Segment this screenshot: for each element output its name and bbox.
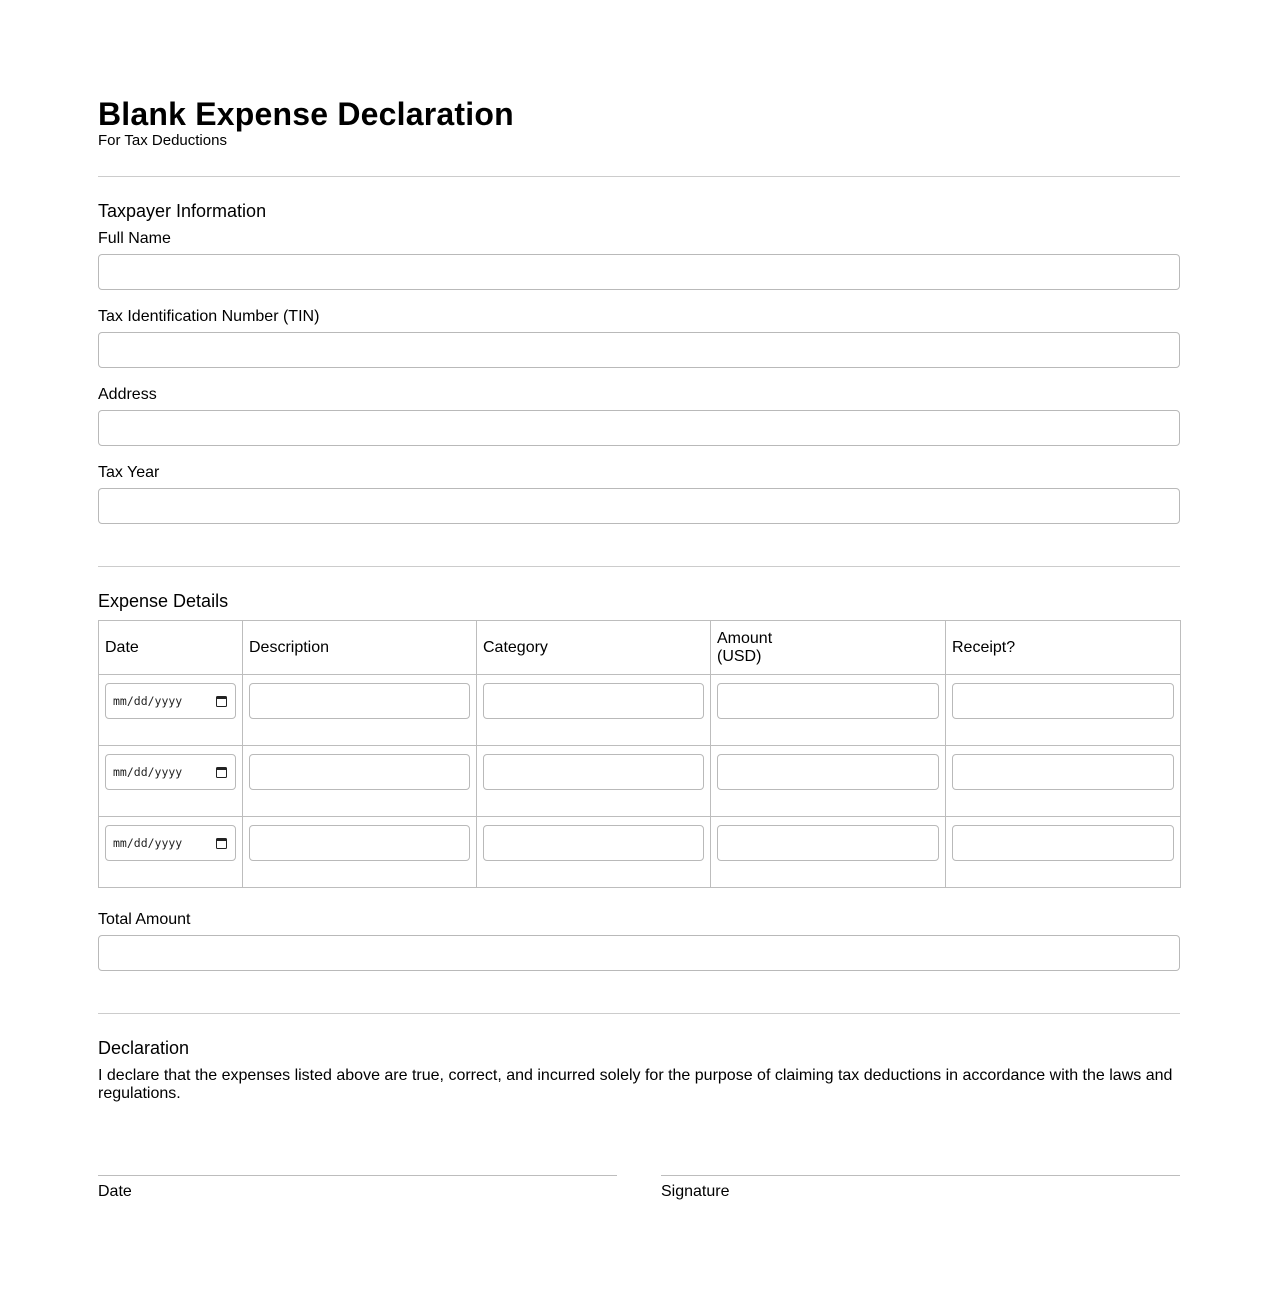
divider [98,566,1180,567]
description-cell [243,675,477,746]
table-row [99,675,1181,746]
date-placeholder: mm/dd/yyyy [113,694,183,708]
total-amount-label: Total Amount [98,911,191,928]
tax-year-label: Tax Year [98,464,160,481]
total-amount-input[interactable] [98,935,1180,971]
category-cell [477,817,711,888]
receipt-cell [946,746,1181,817]
divider [98,1013,1180,1014]
amount-cell [711,746,946,817]
address-input[interactable] [98,410,1180,446]
description-cell [243,746,477,817]
date-input[interactable] [105,683,236,719]
category-cell [477,675,711,746]
date-signature-line[interactable] [98,1175,617,1176]
receipt-input[interactable] [952,825,1174,861]
category-cell [477,746,711,817]
column-header-description: Description [243,621,477,675]
date-placeholder: mm/dd/yyyy [113,765,183,779]
date-signature-label: Date [98,1183,132,1200]
calendar-icon[interactable] [216,767,227,778]
address-label: Address [98,386,157,403]
table-row [99,817,1181,888]
section-title-declaration: Declaration [98,1038,190,1058]
amount-input[interactable] [717,825,939,861]
amount-cell [711,675,946,746]
signature-block [661,1175,1180,1201]
description-input[interactable] [249,754,470,790]
amount-cell [711,817,946,888]
date-cell [99,746,243,817]
section-title-taxpayer: Taxpayer Information [98,201,267,221]
signature-line[interactable] [661,1175,1180,1176]
section-title-expenses: Expense Details [98,591,229,611]
amount-input[interactable] [717,683,939,719]
receipt-cell [946,675,1181,746]
page-subtitle: For Tax Deductions [98,132,227,149]
full-name-input[interactable] [98,254,1180,290]
receipt-input[interactable] [952,683,1174,719]
date-input[interactable] [105,754,236,790]
amount-input[interactable] [717,754,939,790]
signature-label: Signature [661,1183,730,1200]
date-cell [99,817,243,888]
column-header-receipt: Receipt? [946,621,1181,675]
description-input[interactable] [249,683,470,719]
category-input[interactable] [483,825,704,861]
full-name-label: Full Name [98,230,171,247]
column-header-amount: Amount (USD) [711,621,946,675]
description-input[interactable] [249,825,470,861]
tin-label: Tax Identification Number (TIN) [98,308,320,325]
description-cell [243,817,477,888]
page-title: Blank Expense Declaration [98,96,514,132]
date-input[interactable] [105,825,236,861]
tin-input[interactable] [98,332,1180,368]
expense-table [98,620,1181,888]
receipt-cell [946,817,1181,888]
table-header-row [99,621,1181,675]
divider [98,176,1180,177]
date-cell [99,675,243,746]
declaration-text: I declare that the expenses listed above are true, correct, and incurred solely for the purpose of claiming tax deductions in accordance with the laws and regulations. [98,1067,1173,1102]
date-placeholder: mm/dd/yyyy [113,836,183,850]
table-row [99,746,1181,817]
column-header-category: Category [477,621,711,675]
date-signature-block [98,1175,617,1201]
column-header-date: Date [99,621,243,675]
category-input[interactable] [483,683,704,719]
tax-year-input[interactable] [98,488,1180,524]
category-input[interactable] [483,754,704,790]
calendar-icon[interactable] [216,838,227,849]
calendar-icon[interactable] [216,696,227,707]
receipt-input[interactable] [952,754,1174,790]
